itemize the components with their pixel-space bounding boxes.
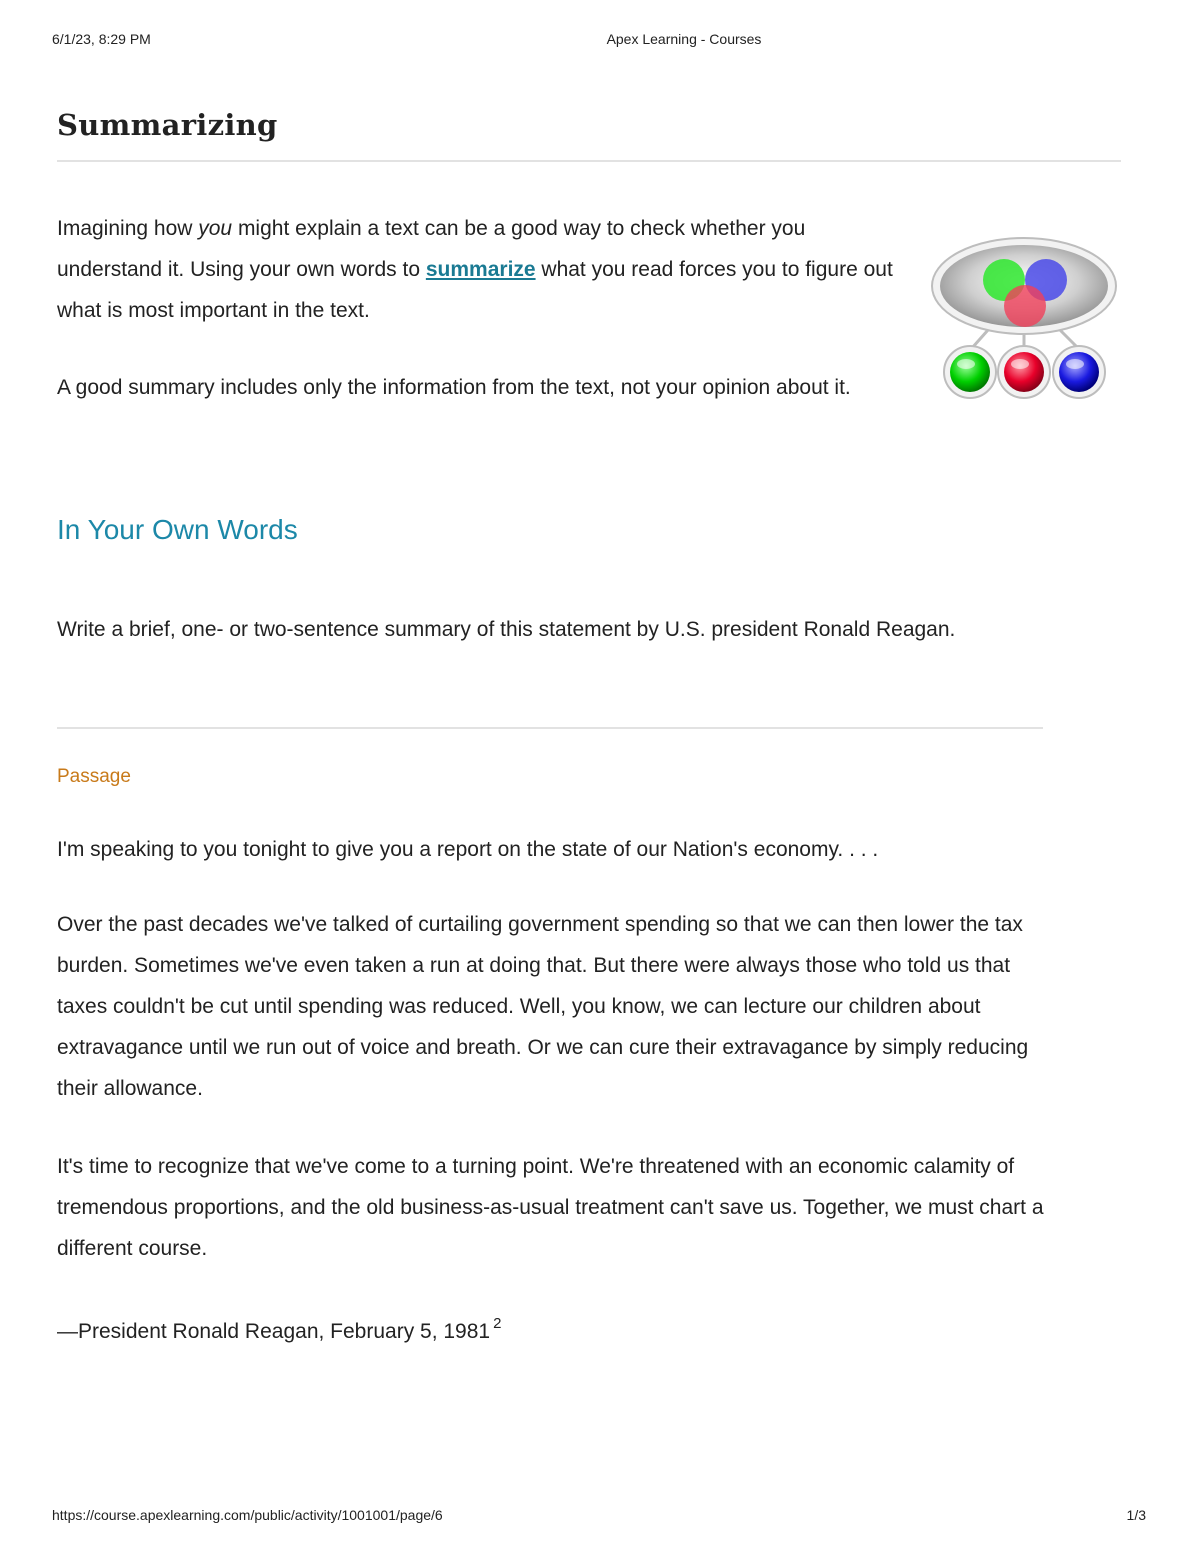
footnote-marker[interactable]: 2 [493,1315,502,1332]
attribution-text: —President Ronald Reagan, February 5, 1981 [57,1320,491,1343]
print-url: https://course.apexlearning.com/public/activity/1001001/page/6 [52,1507,443,1523]
passage-paragraph-3: It's time to recognize that we've come to a turning point. We're threatened with an economic calamity of tremendous proportions, and the old business-as-usual treatment can't save us. Together, we must chart a different course. [57,1155,1044,1260]
summary-definition: A good summary includes only the information from the text, not your opinion about it. [57,376,851,399]
passage-paragraph-1: I'm speaking to you tonight to give you a report on the state of our Nation's economy. . . . [57,838,879,861]
summary-diagram-icon [928,234,1120,406]
print-datetime: 6/1/23, 8:29 PM [52,31,151,47]
passage-label: Passage [57,766,131,787]
page-title: Summarizing [57,108,278,142]
summarize-glossary-link[interactable]: summarize [425,258,536,281]
intro-text-1: Imagining how [57,217,199,240]
intro-text-3: what you read forces you to figure out what is most important in the text. [57,258,893,322]
intro-text-2: might explain a text can be a good way to check whether you understand it. Using your own words to [57,217,806,281]
instruction-text: Write a brief, one- or two-sentence summary of this statement by U.S. president Ronald Reagan. [57,618,956,641]
title-divider [57,160,1121,162]
intro-paragraph [57,208,907,331]
intro-emphasis: you [198,217,233,240]
passage-paragraph-2: Over the past decades we've talked of curtailing government spending so that we can then lower the tax burden. Sometimes we've even taken a run at doing that. But there were always those who told us that taxes couldn't be cut until spending was reduced. Well, you know, we can lecture our children about extravagance until we run out of voice and breath. Or we can cure their extravagance by simply reducing their allowance. [57,913,1029,1100]
passage-divider [57,727,1043,729]
passage-attribution [57,1305,1057,1352]
print-site-title: Apex Learning - Courses [606,31,762,47]
print-page-number: 1/3 [1126,1507,1146,1523]
section-title: In Your Own Words [57,514,298,545]
